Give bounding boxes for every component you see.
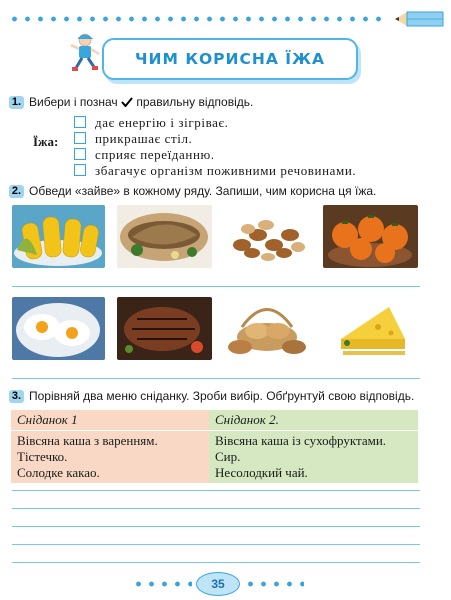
footer-dots-right: [244, 581, 304, 587]
footer-dots-left: [132, 581, 192, 587]
menu-item: Сир.: [215, 449, 241, 464]
q1-option-4[interactable]: збагачує організм поживними речовинами.: [74, 163, 356, 179]
answer-line[interactable]: [12, 490, 420, 491]
photo-persimmons[interactable]: [323, 205, 418, 268]
running-boy-icon: [68, 32, 102, 74]
top-dot-border: [8, 16, 388, 22]
checkbox[interactable]: [74, 116, 86, 128]
question-3-number: 3.: [9, 390, 24, 403]
photo-corn[interactable]: [12, 205, 105, 268]
menu-item: Тістечко.: [17, 449, 68, 464]
question-3-instruction: Порівняй два меню сніданку. Зроби вибір. Обґрунтуй свою відповідь.: [29, 389, 415, 403]
menu-1-title: Сніданок 1: [11, 410, 209, 431]
menu-2-items: [209, 431, 418, 484]
menu-item: Вівсяна каша з варенням.: [17, 433, 158, 448]
checkbox[interactable]: [74, 164, 86, 176]
photo-nuts[interactable]: [222, 205, 313, 268]
answer-line[interactable]: [12, 544, 420, 545]
answer-line[interactable]: [12, 378, 420, 379]
question-2-instruction: Обведи «зайве» в кожному ряду. Запиши, чим корисна ця їжа.: [29, 184, 377, 198]
checkbox[interactable]: [74, 132, 86, 144]
photo-cheese[interactable]: [323, 297, 418, 360]
question-1-number: 1.: [9, 96, 24, 109]
page-footer: [0, 572, 451, 596]
answer-line[interactable]: [12, 562, 420, 563]
food-label: Їжа:: [33, 134, 59, 149]
checkbox[interactable]: [74, 148, 86, 160]
breakfast-menus-table: [11, 410, 418, 483]
menu-1-items: [11, 431, 209, 484]
photo-fried-eggs[interactable]: [12, 297, 105, 360]
q1-option-3[interactable]: сприяє переїданню.: [74, 147, 215, 163]
page-title: ЧИМ КОРИСНА ЇЖА: [135, 50, 325, 68]
menu-item: Солодке какао.: [17, 465, 100, 480]
answer-line[interactable]: [12, 286, 420, 287]
checkmark-icon: [121, 97, 133, 107]
menu-item: Вівсяна каша із сухофруктами.: [215, 433, 387, 448]
menu-2-title: Сніданок 2.: [209, 410, 418, 431]
photo-bread-basket[interactable]: [222, 297, 313, 360]
q1-option-1[interactable]: дає енергію і зігріває.: [74, 115, 229, 131]
menu-item: Несолодкий чай.: [215, 465, 308, 480]
question-1-instruction: Вибери і познач правильну відповідь.: [29, 95, 254, 109]
photo-fish[interactable]: [117, 205, 212, 268]
answer-line[interactable]: [12, 508, 420, 509]
question-2-number: 2.: [9, 185, 24, 198]
photo-grilled-meat[interactable]: [117, 297, 212, 360]
page-title-box: [102, 38, 358, 80]
pencil-icon: [395, 10, 447, 28]
q1-option-2[interactable]: прикрашає стіл.: [74, 131, 192, 147]
answer-line[interactable]: [12, 526, 420, 527]
page-number: 35: [196, 572, 240, 596]
